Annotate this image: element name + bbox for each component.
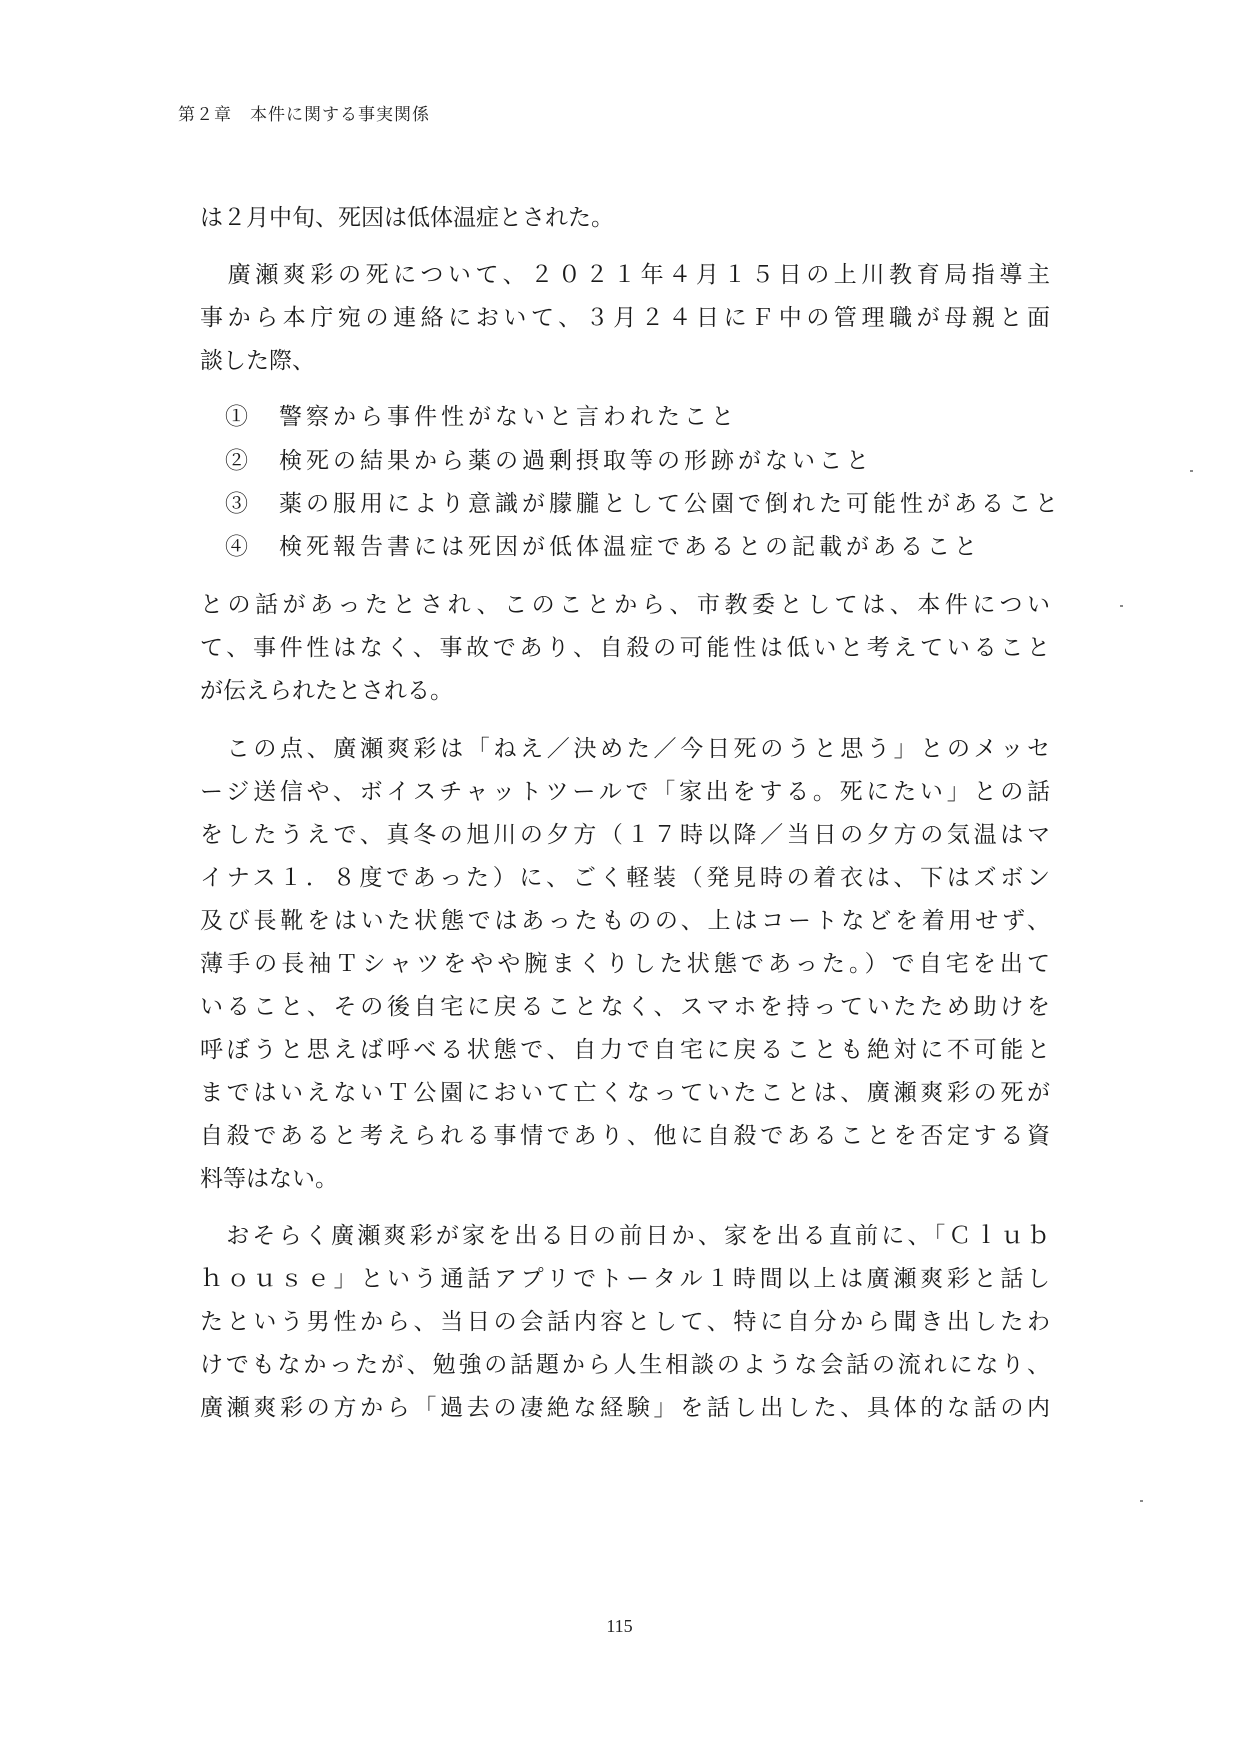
paragraph-line: 廣瀬爽彩の方から「過去の凄絶な経験」を話し出した、具体的な話の内 [200, 1395, 1050, 1421]
list-item: ① 警察から事件性がないと言われたこと [225, 404, 738, 430]
paragraph-line: まではいえないＴ公園において亡くなっていたことは、廣瀬爽彩の死が [200, 1080, 1050, 1106]
paragraph-line: この点、廣瀬爽彩は「ねえ／決めた／今日死のうと思う」とのメッセ [200, 736, 1050, 762]
scan-speck [1190, 470, 1193, 472]
paragraph-line: 事から本庁宛の連絡において、３月２４日にＦ中の管理職が母親と面 [200, 305, 1050, 331]
list-item: ② 検死の結果から薬の過剰摂取等の形跡がないこと [225, 448, 873, 474]
paragraph-line: をしたうえで、真冬の旭川の夕方（１７時以降／当日の夕方の気温はマ [200, 822, 1050, 848]
paragraph-line: との話があったとされ、このことから、市教委としては、本件につい [200, 592, 1050, 618]
paragraph-line: ージ送信や、ボイスチャットツールで「家出をする。死にたい」との話 [200, 779, 1050, 805]
scan-speck [1140, 1500, 1143, 1502]
paragraph-line: 自殺であると考えられる事情であり、他に自殺であることを否定する資 [200, 1123, 1050, 1149]
chapter-header: 第２章 本件に関する事実関係 [178, 105, 430, 125]
page-number: 115 [606, 1616, 633, 1636]
paragraph-line: は２月中旬、死因は低体温症とされた。 [200, 205, 614, 231]
scan-speck [1120, 605, 1123, 607]
paragraph-line: けでもなかったが、勉強の話題から人生相談のような会話の流れになり、 [200, 1352, 1050, 1378]
list-item: ③ 薬の服用により意識が朦朧として公園で倒れた可能性があること [225, 491, 1062, 517]
paragraph-line: 呼ぼうと思えば呼べる状態で、自力で自宅に戻ることも絶対に不可能と [200, 1037, 1050, 1063]
paragraph-line: おそらく廣瀬爽彩が家を出る日の前日か、家を出る直前に、「Ｃｌｕｂ [200, 1223, 1050, 1249]
paragraph-line: 及び長靴をはいた状態ではあったものの、上はコートなどを着用せず、 [200, 908, 1050, 934]
paragraph-line: たという男性から、当日の会話内容として、特に自分から聞き出したわ [200, 1309, 1050, 1335]
paragraph-line: ｈｏｕｓｅ」という通話アプリでトータル１時間以上は廣瀬爽彩と話し [200, 1266, 1050, 1292]
paragraph-line: イナス１．８度であった）に、ごく軽装（発見時の着衣は、下はズボン [200, 865, 1050, 891]
list-item: ④ 検死報告書には死因が低体温症であるとの記載があること [225, 534, 981, 560]
paragraph-line: が伝えられたとされる。 [200, 678, 453, 704]
paragraph-line: て、事件性はなく、事故であり、自殺の可能性は低いと考えていること [200, 635, 1050, 661]
paragraph-line: 料等はない。 [200, 1166, 338, 1192]
paragraph-line: 談した際、 [200, 348, 315, 374]
paragraph-line: 薄手の長袖Ｔシャツをやや腕まくりした状態であった。）で自宅を出て [200, 951, 1050, 977]
paragraph-line: いること、その後自宅に戻ることなく、スマホを持っていたため助けを [200, 994, 1050, 1020]
paragraph-line: 廣瀬爽彩の死について、２０２１年４月１５日の上川教育局指導主 [200, 262, 1050, 288]
